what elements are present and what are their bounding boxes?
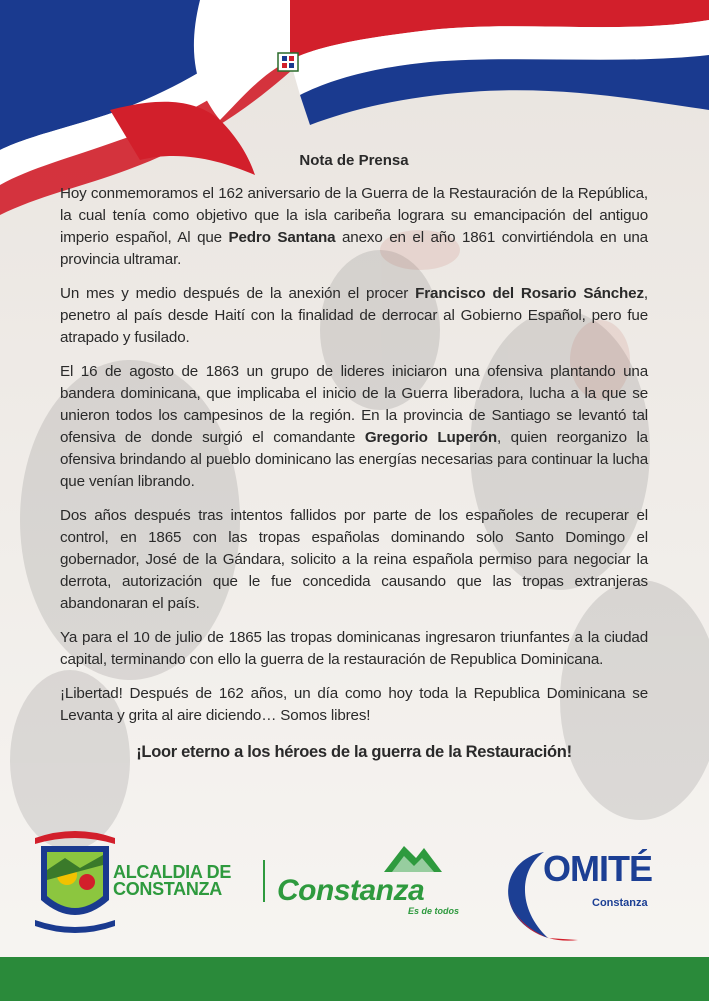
paragraph xyxy=(60,505,648,615)
paragraph-text: Dos años después tras intentos fallidos por parte de los españoles de recuperar el control, en 1865 con las tropas españolas dominando solo Santo Domingo el gobernador, José de la Gándara, solicito a la reina española permiso para negociar la derrota, autorización que le fue concedida causando que las tropas extranjeras abandonaran el país. xyxy=(60,507,648,612)
footer-band xyxy=(0,957,709,1001)
bold-name: Pedro Santana xyxy=(228,229,336,246)
constanza-wordmark: Constanza xyxy=(277,874,425,907)
paragraph-text: anexo en el año 1861 convirtiéndola en una provincia ultramar. xyxy=(60,229,648,268)
press-release xyxy=(60,152,648,762)
closing-line: ¡Loor eterno a los héroes de la guerra de la Restauración! xyxy=(136,743,572,761)
alcaldia-wordmark xyxy=(113,864,231,898)
paragraph-text: ¡Libertad! Después de 162 años, un día como hoy toda la Republica Dominicana se Levanta y grita al aire diciendo… Somos libres! xyxy=(60,685,648,724)
bold-name: Gregorio Luperón xyxy=(364,429,498,446)
comite-subtitle: Constanza xyxy=(592,897,648,909)
document-title: Nota de Prensa xyxy=(299,152,409,169)
comite-wordmark: OMITÉ xyxy=(543,848,652,889)
constanza-tagline: Es de todos xyxy=(408,906,460,916)
constanza-mountain-icon xyxy=(384,846,442,872)
paragraph xyxy=(60,361,648,493)
paragraph-text: Hoy conmemoramos el 162 aniversario de la Guerra de la Restauración de la República, la cual tenía como objetivo que la isla caribeña lograra su emancipación del antiguo imperio español, Al que xyxy=(60,185,648,246)
paragraph xyxy=(60,683,648,727)
paragraph xyxy=(60,627,648,671)
alcaldia-line1: ALCALDIA DE xyxy=(113,862,232,882)
paragraph-text: , quien reorganizo la ofensiva brindando al pueblo dominicano las energías necesarias para continuar la lucha que venían librando. xyxy=(60,429,648,490)
coat-of-arms-icon xyxy=(278,53,298,71)
alcaldia-shield-icon xyxy=(35,831,115,933)
paragraph xyxy=(60,283,648,349)
paragraphs xyxy=(60,183,648,727)
paragraph-text: El 16 de agosto de 1863 un grupo de lideres iniciaron una ofensiva plantando una bandera dominicana, que implicaba el inicio de la Guerra liberadora, lucha a la que se unieron todos los campesinos de la región. En la provincia de Santiago se levantó tal ofensiva de donde surgió el comandante xyxy=(60,363,648,446)
bold-name: Francisco del Rosario Sánchez xyxy=(415,285,644,302)
paragraph-text: Un mes y medio después de la anexión el procer xyxy=(60,285,416,302)
paragraph-text: , penetro al país desde Haití con la finalidad de derrocar al Gobierno Español, pero fue atrapado y fusilado. xyxy=(60,285,648,346)
paragraph xyxy=(60,183,648,271)
alcaldia-line2: CONSTANZA xyxy=(113,879,222,899)
logo-divider xyxy=(263,860,265,902)
paragraph-text: Ya para el 10 de julio de 1865 las tropas dominicanas ingresaron triunfantes a la ciudad capital, terminando con ello la guerra de la restauración de Republica Dominicana. xyxy=(60,629,648,668)
